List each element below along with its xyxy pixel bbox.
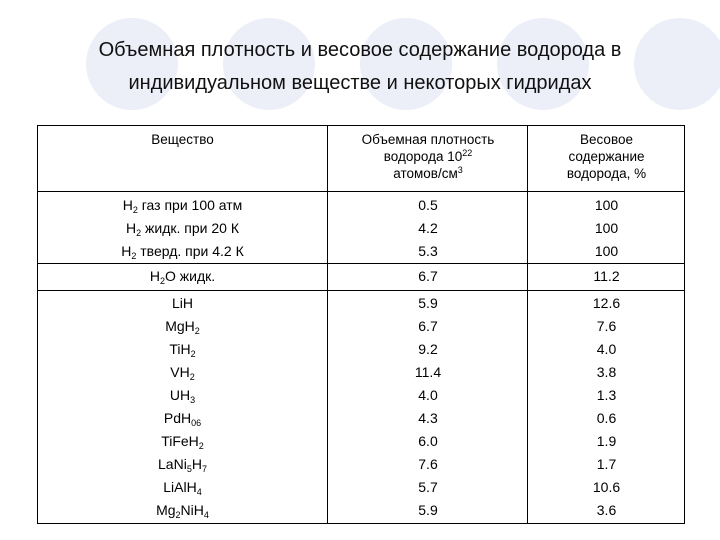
substance-cell (38, 476, 327, 499)
group-hydrides (38, 290, 684, 523)
weight-cell: 1.3 (596, 387, 617, 403)
table-header-row (38, 126, 684, 192)
density-cell: 6.7 (418, 318, 438, 334)
header-density-line1: Объемная плотность (361, 132, 495, 147)
substance-cell (38, 407, 327, 430)
weight-cell: 100 (594, 243, 619, 259)
title-line-2: индивидуальном веществе и некоторых гидридах (128, 72, 592, 94)
formula-subscript: 2 (194, 326, 200, 336)
weight-cell: 10.6 (592, 479, 621, 495)
formula-subscript: 06 (191, 418, 202, 428)
header-density-per: атомов/см (393, 166, 458, 181)
weight-cell: 3.6 (596, 502, 617, 518)
formula-subscript: 3 (190, 395, 196, 405)
weight-cell: 0.6 (596, 410, 617, 426)
header-substance (38, 126, 327, 191)
formula-text: H (126, 220, 137, 236)
header-weight-line2: содержание (568, 149, 645, 164)
formula-subscript: 2 (190, 349, 196, 359)
substance-cell (38, 217, 327, 240)
header-weight-line3: водорода, % (566, 166, 647, 181)
weight-cell: 12.6 (592, 295, 621, 311)
density-cell: 0.5 (418, 197, 438, 213)
weight-cell: 1.9 (596, 433, 617, 449)
substance-cell (38, 338, 327, 361)
formula-text: NiH (180, 502, 204, 518)
formula-text: H (191, 456, 202, 472)
formula-text: O жидк. (164, 268, 216, 284)
density-cell: 6.0 (418, 433, 438, 449)
density-cell: 4.2 (418, 220, 438, 236)
substance-column (38, 263, 327, 290)
density-column (327, 290, 528, 523)
formula-text: жидк. при 20 К (141, 220, 239, 236)
formula-text: MgH (165, 318, 195, 334)
formula-text: LiAlH (163, 479, 197, 495)
weight-cell: 100 (594, 197, 619, 213)
slide-title (0, 34, 720, 100)
substance-column (38, 290, 327, 523)
density-column (327, 191, 528, 263)
formula-subscript: 5 (186, 464, 192, 474)
density-cell: 4.0 (418, 387, 438, 403)
weight-column (527, 290, 685, 523)
formula-subscript: 4 (196, 487, 202, 497)
weight-cell: 100 (594, 220, 619, 236)
header-density-line2 (328, 148, 528, 165)
substance-column (38, 191, 327, 263)
header-density-cubed: 3 (457, 165, 463, 175)
formula-subscript: 2 (198, 441, 204, 451)
weight-cell: 1.7 (596, 456, 617, 472)
density-cell: 6.7 (418, 268, 438, 284)
substance-cell (38, 430, 327, 453)
formula-text: LaNi (158, 456, 187, 472)
formula-text: газ при 100 атм (137, 197, 243, 213)
formula-text: тверд. при 4.2 К (136, 243, 244, 259)
weight-column (527, 263, 685, 290)
density-cell: 9.2 (418, 341, 438, 357)
substance-cell (38, 315, 327, 338)
formula-text: TiFeH (161, 433, 199, 449)
density-cell: 5.9 (418, 295, 438, 311)
substance-cell (38, 240, 327, 263)
group-pure-hydrogen (38, 191, 684, 264)
formula-text: LiH (171, 295, 193, 311)
formula-subscript: 2 (159, 276, 165, 286)
formula-subscript: 2 (175, 510, 181, 520)
weight-cell: 4.0 (596, 341, 617, 357)
density-column (327, 263, 528, 290)
weight-cell: 7.6 (596, 318, 617, 334)
substance-cell (38, 384, 327, 407)
formula-text: H (149, 268, 160, 284)
substance-cell (38, 361, 327, 384)
weight-cell: 3.8 (596, 364, 617, 380)
formula-text: TiH (169, 341, 191, 357)
hydrogen-table (37, 125, 685, 524)
header-substance-label: Вещество (151, 132, 214, 147)
formula-text: PdH (163, 410, 192, 426)
weight-column (527, 191, 685, 263)
substance-cell (38, 499, 327, 522)
substance-cell (38, 265, 327, 288)
substance-cell (38, 194, 327, 217)
group-water (38, 263, 684, 291)
formula-text: H (121, 243, 132, 259)
header-weight-content (527, 126, 685, 191)
density-cell: 5.7 (418, 479, 438, 495)
density-cell: 4.3 (418, 410, 438, 426)
weight-cell: 11.2 (593, 268, 620, 284)
formula-subscript: 2 (131, 251, 137, 261)
formula-subscript: 7 (201, 464, 207, 474)
formula-text: UH (169, 387, 191, 403)
header-weight-line1: Весовое (580, 132, 633, 147)
substance-cell (38, 292, 327, 315)
header-density-line3 (328, 165, 528, 182)
substance-cell (38, 453, 327, 476)
header-density-exponent: 22 (462, 148, 473, 158)
formula-text: Mg (156, 502, 176, 518)
header-volume-density (327, 126, 528, 191)
formula-subscript: 2 (132, 205, 138, 215)
header-density-unit: водорода 10 (383, 149, 463, 164)
density-cell: 11.4 (414, 364, 442, 380)
formula-subscript: 2 (136, 228, 142, 238)
density-cell: 5.9 (418, 502, 438, 518)
title-line-1: Объемная плотность и весовое содержание водорода в (98, 39, 622, 61)
formula-text: VH (170, 364, 190, 380)
formula-text: H (122, 197, 133, 213)
density-cell: 5.3 (418, 243, 438, 259)
formula-subscript: 4 (203, 510, 209, 520)
density-cell: 7.6 (418, 456, 438, 472)
formula-subscript: 2 (189, 372, 195, 382)
